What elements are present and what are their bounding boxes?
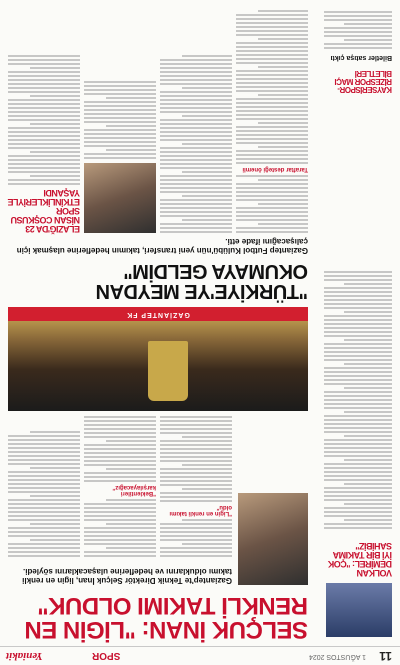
second-story-body xyxy=(8,8,308,233)
sidebar xyxy=(322,9,394,641)
second-subhead: Taraftar desteği önemli xyxy=(242,166,308,172)
main-kicker: Gaziantep'te Teknik Direktör Selçuk İnan, ligin en renkli takımı olduklarını ve hedeflerine ulaşacaklarını söyledi. xyxy=(22,566,232,585)
sidebar-story2-body xyxy=(324,9,392,49)
second-headline-line2: OKUMAYA GELDİM" xyxy=(123,260,308,282)
sidebar-story2-sub: Biletler satışa çıktı xyxy=(330,54,392,61)
page-number: 11 xyxy=(379,649,392,663)
main-subhead-2: "Beklentileri karşılayacağız" xyxy=(112,484,156,496)
sidebar-story1-body xyxy=(324,269,392,529)
newspaper-logo: Yeniakit xyxy=(6,650,43,662)
main-headline-line2: RENKLİ TAKIMI OLDUK" xyxy=(37,592,308,619)
sidebar-story1-title: VOLKAN DEMİREL: "ÇOK İYİ BİR TAKIMA SAHİBİZ" xyxy=(328,541,392,578)
issue-date: 1 AĞUSTOS 2024 xyxy=(308,653,366,660)
trophy-shape xyxy=(148,341,188,401)
section-label: SPOR xyxy=(92,650,121,661)
sidebar-portrait-photo xyxy=(326,583,392,637)
second-kicker: Gaziantep Futbol Kulübü'nün yeni transferi, takımın hedeflerine ulaşmak için çalışacağını ifade etti. xyxy=(16,236,308,255)
main-headline-line1: SELÇUK İNAN: "LİGİN EN xyxy=(24,616,308,643)
main-subhead-1: "Ligin en renkli takımı oldu" xyxy=(169,504,232,516)
main-story-body xyxy=(8,414,232,557)
team-photo xyxy=(8,307,308,411)
second-headline xyxy=(8,261,308,301)
second-headline-line1: "TÜRKİYE'YE MEYDAN xyxy=(96,280,308,302)
main-portrait-photo xyxy=(238,493,308,585)
page-header xyxy=(0,646,400,665)
sidebar-story2-title: KAYSERİSPOR-RİZESPOR MAÇI BİLETLERİ xyxy=(334,69,392,94)
bottom-right-title: ELAZIĞ'DA 23 NİSAN COŞKUSU SPOR ETKİNLİKLERİYLE YAŞANDI xyxy=(7,188,80,234)
main-headline xyxy=(8,593,308,641)
team-banner: GAZİANTEP FK xyxy=(8,307,308,321)
second-story-photo xyxy=(84,163,156,233)
